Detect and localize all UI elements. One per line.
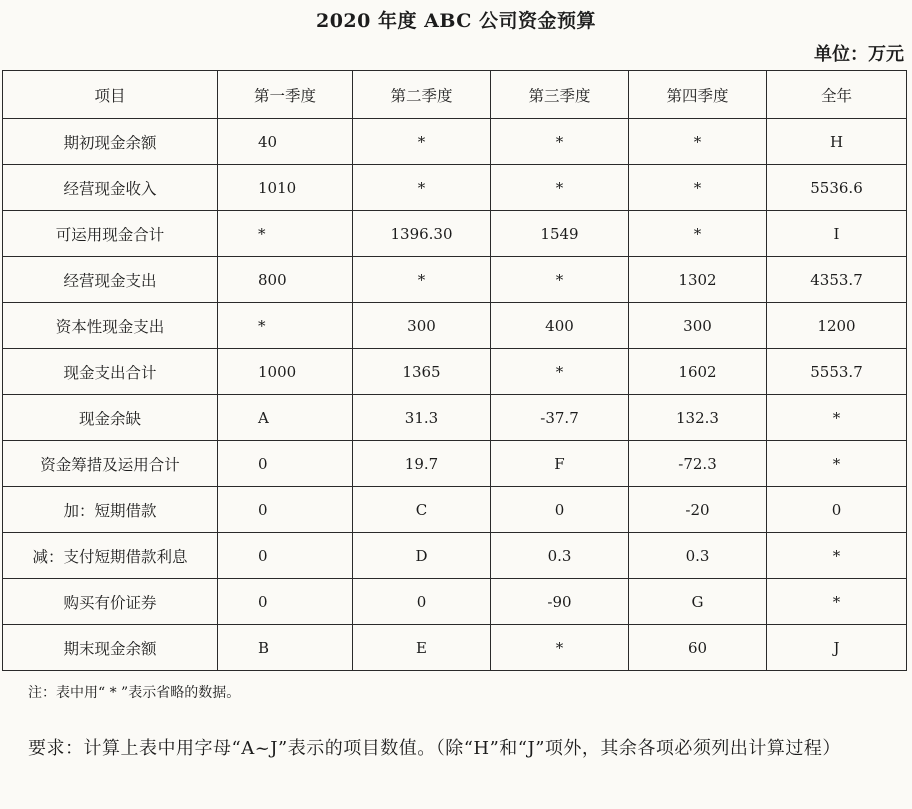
table-cell: * <box>353 257 491 303</box>
row-label: 现金余缺 <box>3 395 218 441</box>
table-cell: -90 <box>491 579 629 625</box>
header-q3: 第三季度 <box>491 71 629 119</box>
table-row <box>3 119 907 165</box>
table-row <box>3 165 907 211</box>
table-row <box>3 441 907 487</box>
table-row <box>3 487 907 533</box>
table-cell: 0 <box>218 579 353 625</box>
table-cell: * <box>629 165 767 211</box>
table-row <box>3 625 907 671</box>
table-cell: * <box>767 441 907 487</box>
table-cell: * <box>353 165 491 211</box>
table-cell: 300 <box>353 303 491 349</box>
table-cell: D <box>353 533 491 579</box>
table-cell: * <box>767 533 907 579</box>
table-cell: * <box>218 211 353 257</box>
document-title: 2020 年度 ABC 公司资金预算 <box>315 10 596 32</box>
table-cell: 132.3 <box>629 395 767 441</box>
row-label: 期末现金余额 <box>3 625 218 671</box>
table-cell: * <box>629 119 767 165</box>
table-cell: 400 <box>491 303 629 349</box>
header-item: 项目 <box>3 71 218 119</box>
table-cell: 40 <box>218 119 353 165</box>
table-cell: 0 <box>491 487 629 533</box>
table-row <box>3 533 907 579</box>
table-cell: 5536.6 <box>767 165 907 211</box>
table-row <box>3 349 907 395</box>
table-cell: 0 <box>767 487 907 533</box>
row-label: 经营现金支出 <box>3 257 218 303</box>
requirement-text: 要求：计算上表中用字母“A~J”表示的项目数值。（除“H”和“J”项外，其余各项必须列出计算过程） <box>28 738 841 759</box>
table-row <box>3 257 907 303</box>
table-cell: * <box>218 303 353 349</box>
table-cell: G <box>629 579 767 625</box>
unit-label: 单位：万元 <box>814 44 904 65</box>
table-row <box>3 395 907 441</box>
table-row <box>3 303 907 349</box>
header-q1: 第一季度 <box>218 71 353 119</box>
row-label: 加：短期借款 <box>3 487 218 533</box>
table-cell: I <box>767 211 907 257</box>
header-year: 全年 <box>767 71 907 119</box>
table-cell: 31.3 <box>353 395 491 441</box>
table-cell: * <box>491 349 629 395</box>
table-cell: -37.7 <box>491 395 629 441</box>
row-label: 减：支付短期借款利息 <box>3 533 218 579</box>
table-cell: 1000 <box>218 349 353 395</box>
table-cell: J <box>767 625 907 671</box>
table-row <box>3 579 907 625</box>
table-cell: E <box>353 625 491 671</box>
table-cell: 1010 <box>218 165 353 211</box>
table-cell: -20 <box>629 487 767 533</box>
table-note: 注：表中用“ * ”表示省略的数据。 <box>28 685 241 701</box>
table-cell: * <box>491 119 629 165</box>
table-cell: 0.3 <box>629 533 767 579</box>
table-cell: 0 <box>218 533 353 579</box>
table-cell: 1365 <box>353 349 491 395</box>
row-label: 购买有价证券 <box>3 579 218 625</box>
table-cell: * <box>353 119 491 165</box>
table-cell: 5553.7 <box>767 349 907 395</box>
table-cell: 0.3 <box>491 533 629 579</box>
row-label: 期初现金余额 <box>3 119 218 165</box>
table-cell: * <box>629 211 767 257</box>
table-cell: * <box>491 257 629 303</box>
table-cell: 0 <box>353 579 491 625</box>
table-cell: 1602 <box>629 349 767 395</box>
table-cell: * <box>491 625 629 671</box>
table-cell: C <box>353 487 491 533</box>
table-cell: 1549 <box>491 211 629 257</box>
table-cell: 800 <box>218 257 353 303</box>
table-cell: B <box>218 625 353 671</box>
row-label: 经营现金收入 <box>3 165 218 211</box>
table-cell: * <box>491 165 629 211</box>
table-cell: 60 <box>629 625 767 671</box>
table-cell: H <box>767 119 907 165</box>
table-header-row <box>3 71 907 119</box>
table-cell: -72.3 <box>629 441 767 487</box>
table-cell: * <box>767 579 907 625</box>
table-cell: 300 <box>629 303 767 349</box>
table-cell: 0 <box>218 487 353 533</box>
table-cell: A <box>218 395 353 441</box>
row-label: 可运用现金合计 <box>3 211 218 257</box>
row-label: 资金筹措及运用合计 <box>3 441 218 487</box>
table-cell: 4353.7 <box>767 257 907 303</box>
table-cell: 1396.30 <box>353 211 491 257</box>
cash-budget-table <box>2 70 907 671</box>
table-cell: 0 <box>218 441 353 487</box>
table-cell: * <box>767 395 907 441</box>
header-q2: 第二季度 <box>353 71 491 119</box>
row-label: 现金支出合计 <box>3 349 218 395</box>
table-cell: 1200 <box>767 303 907 349</box>
table-row <box>3 211 907 257</box>
table-cell: 19.7 <box>353 441 491 487</box>
table-cell: F <box>491 441 629 487</box>
header-q4: 第四季度 <box>629 71 767 119</box>
table-cell: 1302 <box>629 257 767 303</box>
row-label: 资本性现金支出 <box>3 303 218 349</box>
